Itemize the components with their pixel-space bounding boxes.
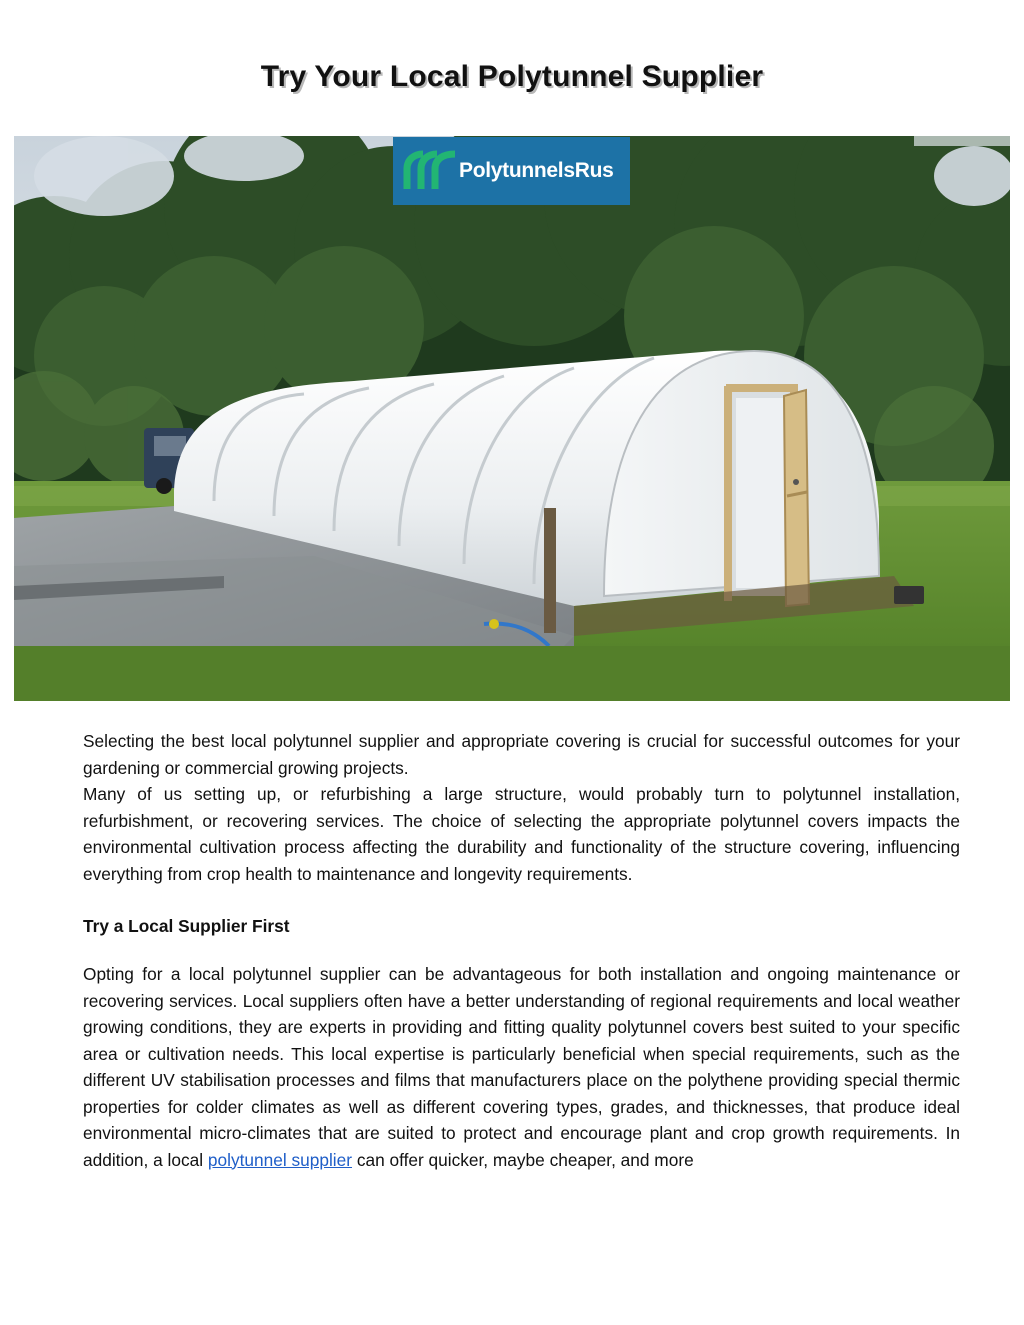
page-title: Try Your Local Polytunnel Supplier bbox=[260, 60, 764, 93]
article-body bbox=[83, 728, 960, 1173]
logo-text: PolytunnelsRus bbox=[459, 159, 614, 182]
logo-arches-icon bbox=[401, 149, 457, 191]
services-paragraph: Many of us setting up, or refurbishing a large structure, would probably turn to polytunnel installation, refurbishment, or recovering services. The choice of selecting the appropriate polytunnel covers impacts the environmental cultivation process affecting the durability and functionality of the structure covering, influencing everything from crop health to maintenance and longevity requirements. bbox=[83, 784, 960, 884]
local-supplier-paragraph bbox=[83, 961, 960, 1173]
polytunnel-photo bbox=[14, 136, 1010, 701]
brand-logo bbox=[393, 137, 630, 205]
section-heading: Try a Local Supplier First bbox=[83, 916, 290, 936]
paragraph-text-end: can offer quicker, maybe cheaper, and more bbox=[352, 1149, 694, 1170]
intro-paragraph: Selecting the best local polytunnel supplier and appropriate covering is crucial for successful outcomes for your gardening or commercial growing projects. bbox=[83, 731, 960, 778]
polytunnel-supplier-link[interactable]: polytunnel supplier bbox=[207, 1149, 353, 1170]
paragraph-text-start: Opting for a local polytunnel supplier can be advantageous for both installation and ongoing maintenance or recovering services. Local suppliers often have a better understanding of regional requirements and local weather growing conditions, they are experts in providing and fitting quality polytunnel covers best suited to your specific area or cultivation needs. This local expertise is particularly beneficial when special requirements, such as the different UV stabilisation processes and films that manufacturers place on the polythene providing special thermic properties for colder climates as well as different covering types, grades, and thicknesses, that produce ideal environmental micro-climates that are suited to protect and encourage plant and crop growth requirements. In addition, a local bbox=[83, 964, 960, 1170]
